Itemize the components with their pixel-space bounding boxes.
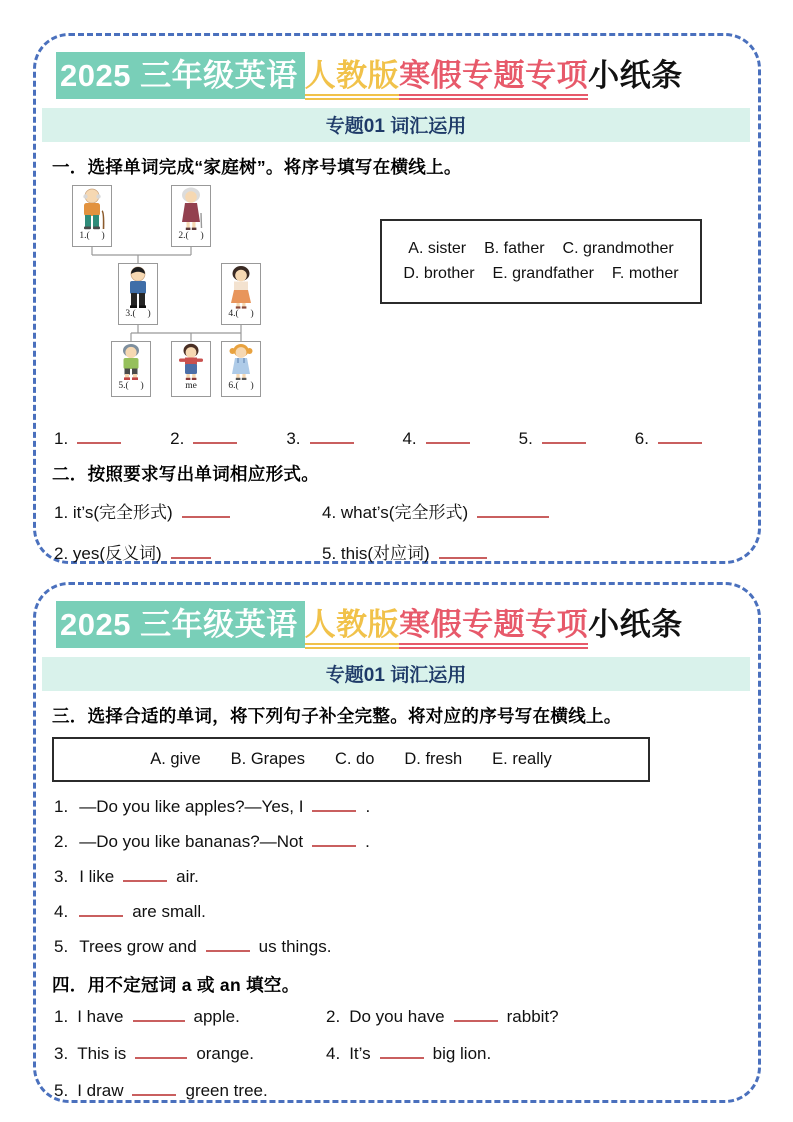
worksheet-panel-2 (33, 582, 761, 1103)
answer-slot-2: 2. (170, 429, 237, 449)
answer-blank[interactable] (171, 544, 211, 559)
tree-box-sister[interactable] (221, 341, 261, 397)
title-note: 小纸条 (588, 607, 683, 642)
answer-blank[interactable] (477, 503, 549, 518)
word-option: D. fresh (404, 749, 463, 768)
answer-slot-1: 1. (54, 429, 121, 449)
answer-blank[interactable] (380, 1044, 424, 1059)
word-form-item-1: 1. it’s(完全形式) (54, 498, 322, 523)
answer-slot-5: 5. (519, 429, 586, 449)
topic-band: 专题01 词汇运用 (42, 657, 750, 691)
title-edition-highlight: 人教版 (305, 58, 400, 100)
tree-label-3: 3.( ) (125, 308, 151, 319)
tree-label-5: 5.( ) (118, 380, 144, 391)
sentence-item-5: 5. Trees grow and us things. (54, 936, 332, 956)
grandmother-figure (173, 187, 209, 231)
answer-blank[interactable] (182, 503, 230, 518)
family-tree (66, 185, 286, 403)
section4-body (54, 1007, 740, 1101)
word-option: B. Grapes (230, 749, 305, 768)
section3-heading: 三．选择合适的单词，将下列句子补全完整。将对应的序号写在横线上。 (52, 705, 622, 726)
word-option: E. grandfather (492, 264, 594, 282)
answer-blank[interactable] (193, 429, 237, 444)
title-grade-highlight: 2025 三年级英语 (56, 601, 305, 648)
word-form-item-5: 5. this(对应词) (322, 539, 740, 564)
tree-label-2: 2.( ) (178, 230, 204, 241)
word-option: D. brother (403, 264, 475, 282)
answer-blank[interactable] (454, 1007, 498, 1022)
word-option: C. do (334, 749, 375, 768)
article-item-5: 5. I draw green tree. (54, 1080, 268, 1100)
answer-blank[interactable] (439, 544, 487, 559)
tree-box-father[interactable] (118, 263, 158, 325)
word-bank-row (390, 265, 692, 283)
section1-body (52, 183, 740, 425)
word-bank-family (380, 219, 702, 304)
tree-box-brother[interactable] (111, 341, 151, 397)
tree-label-6: 6.( ) (228, 380, 254, 391)
answer-blank[interactable] (658, 429, 702, 444)
worksheet-panel-1 (33, 33, 761, 564)
title-note: 小纸条 (588, 58, 683, 93)
answer-slot-3: 3. (286, 429, 353, 449)
answer-blank[interactable] (312, 832, 356, 847)
section1-heading: 一．选择单词完成“家庭树”。将序号填写在横线上。 (52, 156, 462, 177)
tree-box-me[interactable] (171, 341, 211, 397)
answer-blank-row (54, 429, 702, 449)
worksheet-title (56, 54, 740, 99)
sentence-item-3: 3. I like air. (54, 866, 199, 886)
father-figure (120, 265, 156, 309)
sentence-item-4: 4. are small. (54, 901, 206, 921)
answer-slot-4: 4. (402, 429, 469, 449)
answer-slot-6: 6. (635, 429, 702, 449)
word-option: A. sister (408, 239, 467, 257)
answer-blank[interactable] (310, 429, 354, 444)
tree-box-mother[interactable] (221, 263, 261, 325)
topic-band: 专题01 词汇运用 (42, 108, 750, 142)
word-form-item-4: 4. what’s(完全形式) (322, 498, 740, 523)
answer-blank[interactable] (542, 429, 586, 444)
sentence-item-2: 2. —Do you like bananas?—Not . (54, 831, 370, 851)
answer-blank[interactable] (123, 867, 167, 882)
word-bank-sentences (52, 737, 650, 782)
title-special-highlight: 寒假专题专项 (399, 58, 588, 100)
tree-box-grandmother[interactable] (171, 185, 211, 247)
article-item-3: 3. This is orange. (54, 1043, 254, 1063)
word-form-item-2: 2. yes(反义词) (54, 539, 322, 564)
word-option: F. mother (611, 264, 679, 282)
sister-figure (223, 343, 259, 381)
word-option: A. give (150, 749, 201, 768)
me-figure (173, 343, 209, 381)
article-item-2: 2. Do you have rabbit? (326, 1006, 559, 1026)
tree-label-me: me (185, 380, 197, 391)
word-option: C. grandmother (562, 239, 674, 257)
tree-label-1: 1.( ) (79, 230, 105, 241)
article-item-1: 1. I have apple. (54, 1006, 240, 1026)
answer-blank[interactable] (132, 1081, 176, 1096)
answer-blank[interactable] (135, 1044, 187, 1059)
article-item-4: 4. It’s big lion. (326, 1043, 492, 1063)
grandfather-figure (74, 187, 110, 231)
answer-blank[interactable] (206, 937, 250, 952)
brother-figure (113, 343, 149, 381)
word-bank-row (390, 240, 692, 258)
mother-figure (223, 265, 259, 309)
title-special-highlight: 寒假专题专项 (399, 607, 588, 649)
title-grade-highlight: 2025 三年级英语 (56, 52, 305, 99)
section2-heading: 二．按照要求写出单词相应形式。 (52, 463, 319, 484)
section4-heading: 四．用不定冠词 a 或 an 填空。 (52, 974, 300, 995)
worksheet-title (56, 603, 740, 648)
word-option: B. father (484, 239, 545, 257)
answer-blank[interactable] (426, 429, 470, 444)
tree-label-4: 4.( ) (228, 308, 254, 319)
answer-blank[interactable] (312, 797, 356, 812)
answer-blank[interactable] (79, 902, 123, 917)
word-option: E. really (492, 749, 552, 768)
answer-blank[interactable] (77, 429, 121, 444)
title-edition-highlight: 人教版 (305, 607, 400, 649)
answer-blank[interactable] (133, 1007, 185, 1022)
sentence-item-1: 1. —Do you like apples?—Yes, I . (54, 796, 371, 816)
tree-box-grandfather[interactable] (72, 185, 112, 247)
